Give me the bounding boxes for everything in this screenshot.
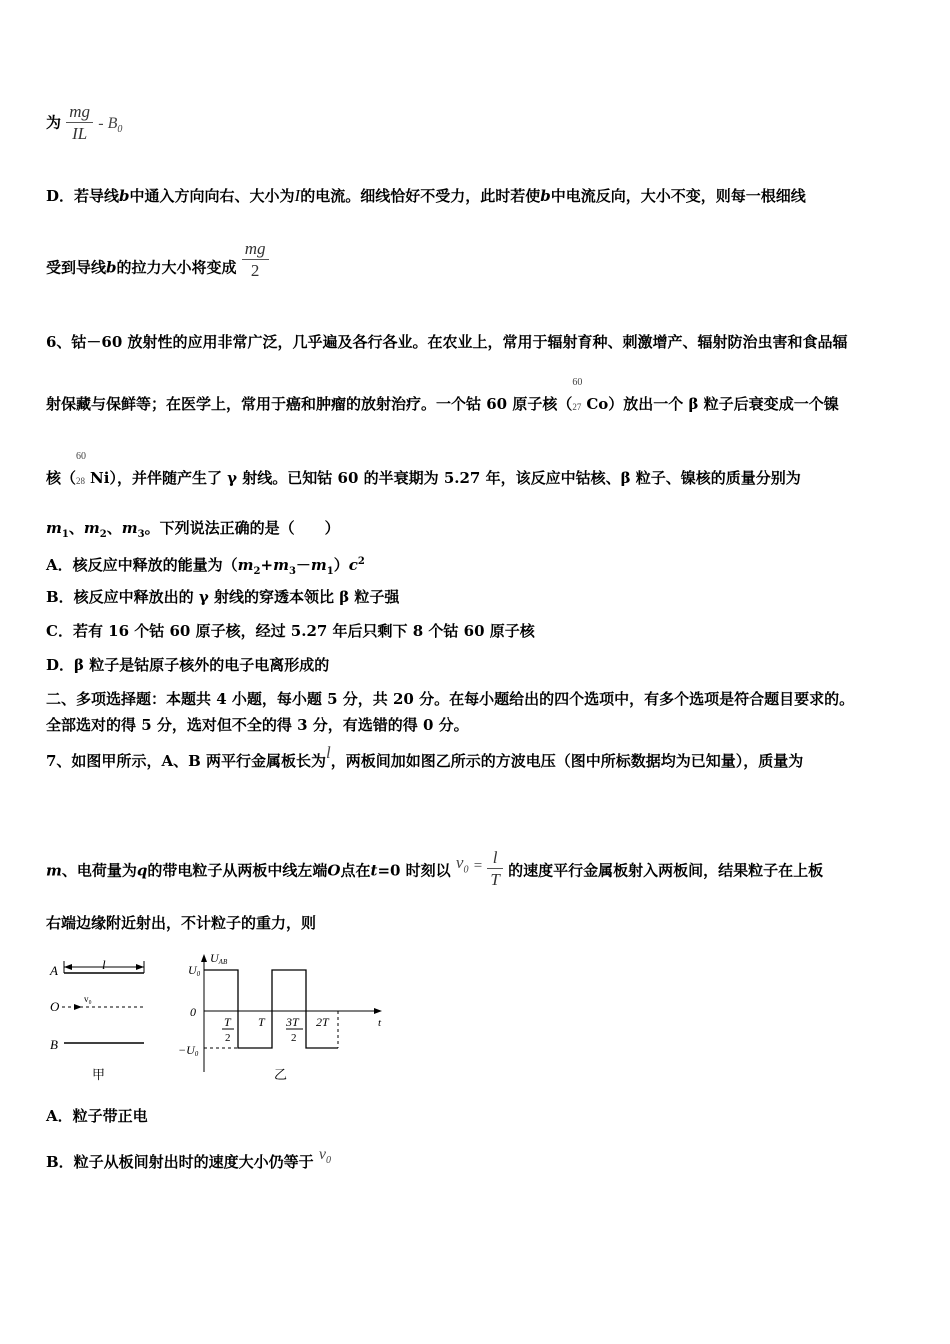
tick-3t-half: 3T bbox=[286, 1015, 299, 1029]
label-a: A bbox=[50, 963, 58, 978]
frac-num: mg bbox=[66, 102, 93, 123]
v0-symbol: $v_0$ bbox=[455, 852, 469, 875]
caption-jia: 甲 bbox=[92, 1067, 106, 1082]
q7-line1: 7、如图甲所示，A、B 两平行金属板长为l，两板间加如图乙所示的方波电压（图中所标数据均为已知量），质量为 bbox=[46, 743, 804, 770]
figure-jia bbox=[44, 955, 164, 1085]
tick-2t: 2T bbox=[316, 1015, 329, 1029]
fraction-mg-il bbox=[66, 102, 93, 145]
cobalt-nuclide: 60 27 bbox=[572, 377, 583, 412]
label-t-axis: t bbox=[378, 1017, 382, 1029]
frac-den: IL bbox=[72, 124, 88, 143]
q7-option-b: B．粒子从板间射出时的速度大小仍等于 $v_0$ bbox=[46, 1146, 332, 1171]
label-u0: U0 bbox=[188, 963, 201, 978]
text-prefix: 为 bbox=[46, 113, 62, 132]
label-uab: UAB bbox=[210, 951, 228, 966]
label-v0: v₀ bbox=[84, 994, 92, 1004]
fraction-l-over-t: $\frac{l}{T}$ bbox=[487, 848, 502, 891]
figure-yi bbox=[176, 950, 391, 1085]
option-d-q5-line2: 受到导线b的拉力大小将变成 $\frac{mg}{2}$ bbox=[46, 247, 269, 290]
option-d-q5-line1: D．若导线b中通入方向向右、大小为I的电流。细线恰好不受力，此时若使b中电流反向，大小不变，则每一根细线 bbox=[46, 186, 806, 205]
q6-option-a: A．核反应中释放的能量为$(m_2+m_3-m_1)c^2$ bbox=[46, 556, 365, 577]
q6-option-c: C．若有 16 个钴 60 原子核，经过 5.27 年后只剩下 8 个钴 60 原子核 bbox=[46, 622, 535, 640]
q6-line3: 核（ 60 28 Ni），并伴随产生了 γ 射线。已知钴 60 的半衰期为 5.27 年，该反应中钴核、β 粒子、镍核的质量分别为 bbox=[46, 451, 801, 487]
tick-t-half-den: 2 bbox=[225, 1032, 231, 1044]
v0-symbol-b: $v_0$ bbox=[318, 1146, 332, 1167]
fraction-mg-2: $\frac{mg}{2}$ bbox=[242, 239, 269, 282]
label-l: l bbox=[102, 957, 106, 972]
minus-b0: - $B_0$ bbox=[98, 114, 123, 135]
caption-yi: 乙 bbox=[274, 1067, 288, 1082]
nickel-nuclide: 60 28 bbox=[76, 451, 87, 486]
line-option-c-tail bbox=[46, 102, 122, 145]
label-neg-u0: −U0 bbox=[178, 1043, 199, 1058]
q6-option-b: B．核反应中释放出的 γ 射线的穿透本领比 β 粒子强 bbox=[46, 588, 400, 606]
tick-3t-half-den: 2 bbox=[291, 1032, 297, 1044]
q6-option-d: D．β 粒子是钴原子核外的电子电离形成的 bbox=[46, 656, 330, 674]
tick-t: T bbox=[258, 1015, 265, 1029]
label-b: B bbox=[50, 1037, 58, 1052]
q7-option-a: A．粒子带正电 bbox=[46, 1107, 148, 1125]
tick-t-half: T bbox=[224, 1015, 231, 1029]
label-zero: 0 bbox=[190, 1005, 196, 1019]
q7-line2: m、电荷量为q的带电粒子从两板中线左端O点在t=0 时刻以 $v_0$ = $\frac{l}{T}$ 的速度平行金属板射入两板间，结果粒子在上板 bbox=[46, 848, 824, 889]
q6-line2: 射保藏与保鲜等；在医学上，常用于癌和肿瘤的放射治疗。一个钴 60 原子核（ 60 27 Co）放出一个 β 粒子后衰变成一个镍 bbox=[46, 377, 839, 413]
section2-line2: 全部选对的得 5 分，选对但不全的得 3 分，有选错的得 0 分。 bbox=[46, 716, 469, 734]
q6-line4: $m_1$、$m_2$、$m_3$。下列说法正确的是（ ） bbox=[46, 519, 340, 540]
label-o: O bbox=[50, 999, 60, 1014]
section2-line1: 二、多项选择题：本题共 4 小题，每小题 5 分，共 20 分。在每小题给出的四个选项中，有多个选项是符合题目要求的。 bbox=[46, 690, 855, 708]
q7-line3: 右端边缘附近射出，不计粒子的重力，则 bbox=[46, 914, 317, 932]
q6-line1: 6、钴－60 放射性的应用非常广泛，几乎遍及各行各业。在农业上，常用于辐射育种、刺激增产、辐射防治虫害和食品辐 bbox=[46, 333, 848, 351]
